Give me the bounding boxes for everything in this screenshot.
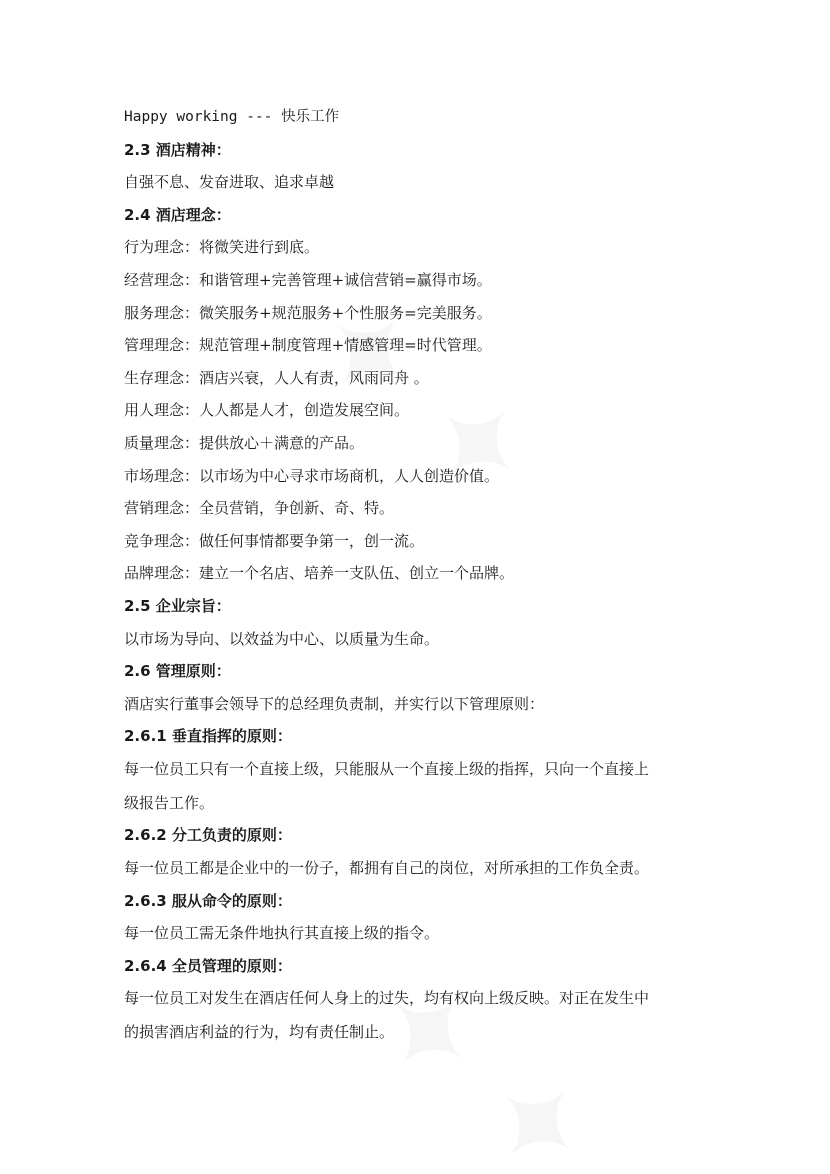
section-2-6-4-title: 2.6.4 全员管理的原则： — [124, 956, 292, 975]
section-2-3-text: 自强不息、发奋进取、追求卓越 — [124, 173, 335, 192]
section-2-6-4-text-line-1: 每一位员工对发生在酒店任何人身上的过失，均有权向上级反映。对正在发生中 — [124, 989, 650, 1008]
concept-item: 管理理念：规范管理+制度管理+情感管理=时代管理。 — [124, 336, 492, 355]
section-2-3-title: 2.3 酒店精神： — [124, 140, 231, 159]
concept-item: 用人理念：人人都是人才，创造发展空间。 — [124, 401, 410, 420]
section-2-6-1-text-line-1: 每一位员工只有一个直接上级，只能服从一个直接上级的指挥，只向一个直接上 — [124, 759, 650, 778]
section-2-4-title: 2.4 酒店理念： — [124, 205, 231, 224]
section-2-6-1-title: 2.6.1 垂直指挥的原则： — [124, 727, 292, 746]
concept-item: 竞争理念：做任何事情都要争第一，创一流。 — [124, 531, 425, 550]
slogan: Happy working --- 快乐工作 — [124, 109, 340, 125]
section-2-6-2-title: 2.6.2 分工负责的原则： — [124, 826, 292, 845]
section-2-6-2-text: 每一位员工都是企业中的一份子，都拥有自己的岗位，对所承担的工作负全责。 — [124, 859, 650, 878]
document-body — [124, 104, 716, 1052]
concept-item: 生存理念：酒店兴衰，人人有责，风雨同舟 。 — [124, 368, 429, 387]
section-2-5-text: 以市场为导向、以效益为中心、以质量为生命。 — [124, 629, 440, 648]
concept-item: 质量理念：提供放心＋满意的产品。 — [124, 433, 365, 452]
concept-item: 品牌理念：建立一个名店、培养一支队伍、创立一个品牌。 — [124, 564, 515, 583]
section-2-6-text: 酒店实行董事会领导下的总经理负责制，并实行以下管理原则： — [124, 694, 545, 713]
concept-item: 服务理念：微笑服务+规范服务+个性服务=完美服务。 — [124, 303, 492, 322]
section-2-6-3-text: 每一位员工需无条件地执行其直接上级的指令。 — [124, 924, 440, 943]
section-2-6-title: 2.6 管理原则： — [124, 662, 231, 681]
concept-item: 市场理念：以市场为中心寻求市场商机，人人创造价值。 — [124, 466, 500, 485]
concept-item: 经营理念：和谐管理+完善管理+诚信营销=赢得市场。 — [124, 270, 492, 289]
section-2-6-3-title: 2.6.3 服从命令的原则： — [124, 891, 292, 910]
concept-item: 营销理念：全员营销，争创新、奇、特。 — [124, 499, 395, 518]
section-2-6-4-text-line-2: 的损害酒店利益的行为，均有责任制止。 — [124, 1023, 395, 1042]
concept-item: 行为理念：将微笑进行到底。 — [124, 238, 320, 257]
section-2-6-1-text-line-2: 级报告工作。 — [124, 793, 215, 812]
section-2-5-title: 2.5 企业宗旨： — [124, 596, 231, 615]
